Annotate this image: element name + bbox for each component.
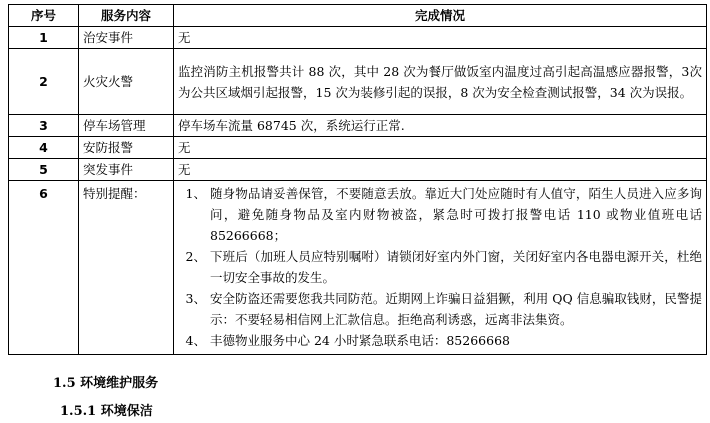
row-detail: 无 — [174, 137, 707, 159]
row-detail: 监控消防主机报警共计 88 次，其中 28 次为餐厅做饭室内温度过高引起高温感应器报警，3次为公共区域烟引起报警，15 次为装修引起的误报，8 次为安全检查测试报警，34 次为误报。 — [174, 49, 707, 115]
row-no: 2 — [9, 49, 79, 115]
row-no: 5 — [9, 159, 79, 181]
table-row — [9, 159, 707, 181]
subsection-heading: 1.5.1 环境保洁 — [60, 404, 153, 419]
reminder-number: 1、 — [185, 186, 206, 201]
row-no: 1 — [9, 27, 79, 49]
table-row — [9, 49, 707, 115]
service-report-table — [8, 4, 707, 355]
row-detail: 无 — [174, 27, 707, 49]
row-detail: 停车场车流量 68745 次，系统运行正常. — [174, 115, 707, 137]
row-no: 6 — [9, 181, 79, 355]
row-item: 治安事件 — [79, 27, 174, 49]
table-header-row — [9, 5, 707, 27]
row-item: 安防报警 — [79, 137, 174, 159]
reminder-item — [178, 330, 702, 351]
reminder-text: 下班后（加班人员应特别嘱咐）请锁闭好室内外门窗，关闭好室内各电器电源开关，杜绝一切安全事故的发生。 — [210, 249, 702, 285]
row-no: 3 — [9, 115, 79, 137]
header-detail: 完成情况 — [174, 5, 707, 27]
header-item: 服务内容 — [79, 5, 174, 27]
reminder-item — [178, 183, 702, 246]
reminder-text: 随身物品请妥善保管，不要随意丢放。靠近大门处应随时有人值守，陌生人员进入应多询问，避免随身物品及室内财物被盗，紧急时可拨打报警电话 110 或物业值班电话 85266668； — [210, 186, 702, 243]
reminder-number: 3、 — [185, 291, 206, 306]
row-item: 突发事件 — [79, 159, 174, 181]
row-item: 火灾火警 — [79, 49, 174, 115]
row-detail: 无 — [174, 159, 707, 181]
table-row — [9, 181, 707, 355]
reminder-item — [178, 288, 702, 330]
header-no: 序号 — [9, 5, 79, 27]
row-no: 4 — [9, 137, 79, 159]
reminder-text: 安全防盗还需要您我共同防范。近期网上诈骗日益猖獗，利用 QQ 信息骗取钱财，民警提示：不要轻易相信网上汇款信息。拒绝高利诱惑，远离非法集资。 — [210, 291, 702, 327]
reminder-text: 丰德物业服务中心 24 小时紧急联系电话：85266668 — [210, 333, 510, 348]
table-row — [9, 27, 707, 49]
reminder-number: 4、 — [185, 333, 206, 348]
reminder-item — [178, 246, 702, 288]
reminder-number: 2、 — [185, 249, 206, 264]
table-row — [9, 115, 707, 137]
reminder-list — [174, 181, 707, 355]
row-item: 特别提醒： — [79, 181, 174, 355]
section-heading: 1.5 环境维护服务 — [53, 376, 159, 391]
row-item: 停车场管理 — [79, 115, 174, 137]
table-row — [9, 137, 707, 159]
